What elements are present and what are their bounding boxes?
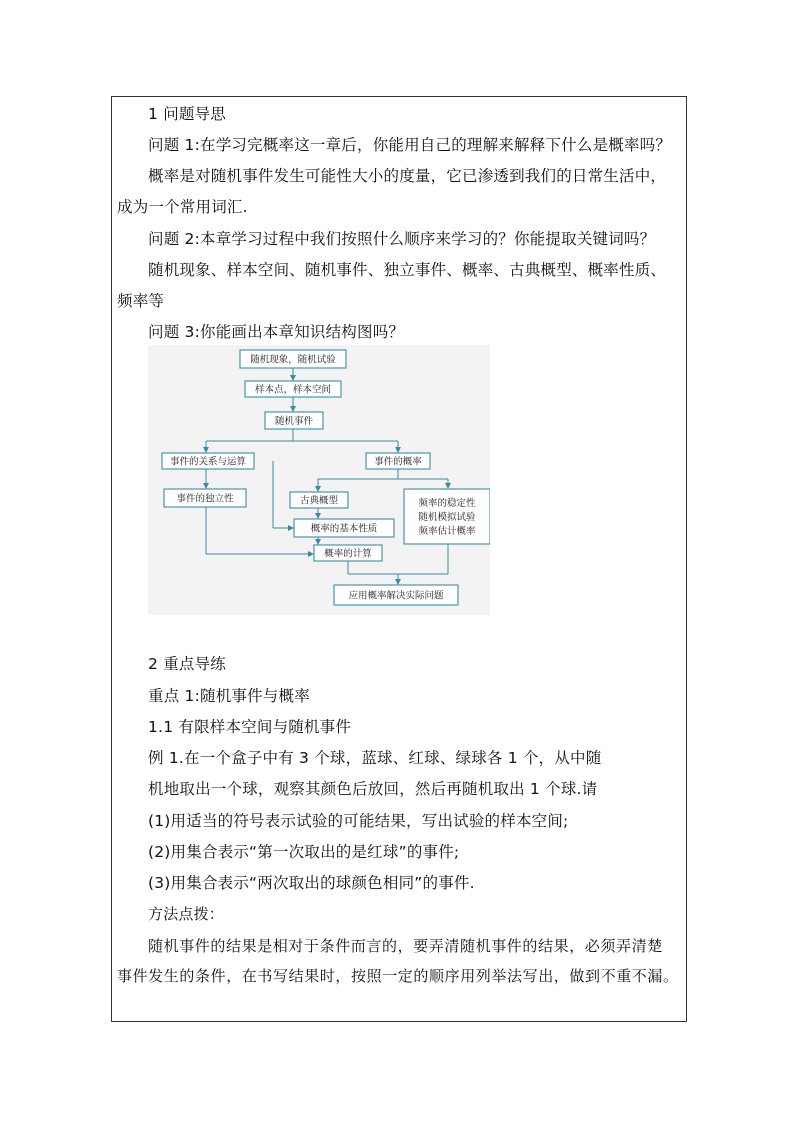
node-random-event-label: 随机事件 [274, 416, 314, 427]
node-sample-space [245, 381, 341, 397]
node-random-phenomenon [240, 350, 346, 368]
node-frequency-line3: 频率估计概率 [418, 526, 476, 537]
question-1: 问题 1:在学习完概率这一章后，你能用自己的理解来解释下什么是概率吗？ [148, 136, 672, 154]
node-event-probability-label: 事件的概率 [374, 456, 422, 468]
node-probability-calculation-label: 概率的计算 [324, 548, 372, 560]
answer-2-line2: 频率等 [117, 292, 165, 310]
node-basic-properties [294, 519, 394, 537]
example-1-part1: (1)用适当的符号表示试验的可能结果，写出试验的样本空间; [148, 812, 569, 830]
section2-heading: 2 重点导练 [148, 655, 226, 673]
node-probability-calculation [314, 545, 382, 561]
subsection-1-1: 1.1 有限样本空间与随机事件 [148, 718, 352, 736]
node-event-relations [162, 453, 254, 469]
node-random-event [265, 412, 323, 429]
key-point-1: 重点 1:随机事件与概率 [148, 687, 310, 705]
node-application [334, 585, 458, 605]
section1-heading: 1 问题导思 [148, 105, 226, 123]
node-event-independence-label: 事件的独立性 [176, 493, 234, 505]
node-frequency-line1: 频率的稳定性 [418, 498, 476, 509]
method-line1: 随机事件的结果是相对于条件而言的，要弄清随机事件的结果，必须弄清楚 [148, 937, 663, 955]
example-1-line2: 机地取出一个球，观察其颜色后放回，然后再随机取出 1 个球.请 [148, 780, 598, 798]
node-event-independence [164, 489, 246, 507]
node-application-label: 应用概率解决实际问题 [348, 590, 444, 602]
example-1-line1: 例 1.在一个盒子中有 3 个球，蓝球、红球、绿球各 1 个，从中随 [148, 749, 602, 767]
answer-2-line1: 随机现象、样本空间、随机事件、独立事件、概率、古典概型、概率性质、 [148, 261, 667, 279]
node-random-phenomenon-label: 随机现象，随机试验 [250, 354, 336, 366]
node-frequency-line2: 随机模拟试验 [418, 512, 476, 523]
node-frequency [404, 489, 490, 544]
knowledge-structure-diagram [148, 345, 490, 615]
example-1-part2: (2)用集合表示“第一次取出的是红球”的事件; [148, 843, 460, 861]
answer-1-line1: 概率是对随机事件发生可能性大小的度量，它已渗透到我们的日常生活中， [148, 167, 667, 185]
node-sample-space-label: 样本点，样本空间 [254, 384, 332, 396]
node-event-probability [366, 453, 430, 469]
node-event-relations-label: 事件的关系与运算 [169, 456, 247, 468]
method-title: 方法点拨： [148, 905, 225, 923]
example-1-part3: (3)用集合表示“两次取出的球颜色相同”的事件. [148, 874, 475, 892]
node-classical-model [290, 492, 348, 508]
node-classical-model-label: 古典概型 [299, 495, 339, 507]
node-basic-properties-label: 概率的基本性质 [310, 523, 378, 535]
question-3: 问题 3:你能画出本章知识结构图吗？ [148, 323, 405, 341]
method-line2: 事件发生的条件，在书写结果时，按照一定的顺序用列举法写出，做到不重不漏。 [117, 967, 679, 985]
question-2: 问题 2:本章学习过程中我们按照什么顺序来学习的？你能提取关键词吗？ [148, 230, 656, 248]
answer-1-line2: 成为一个常用词汇. [117, 198, 248, 216]
